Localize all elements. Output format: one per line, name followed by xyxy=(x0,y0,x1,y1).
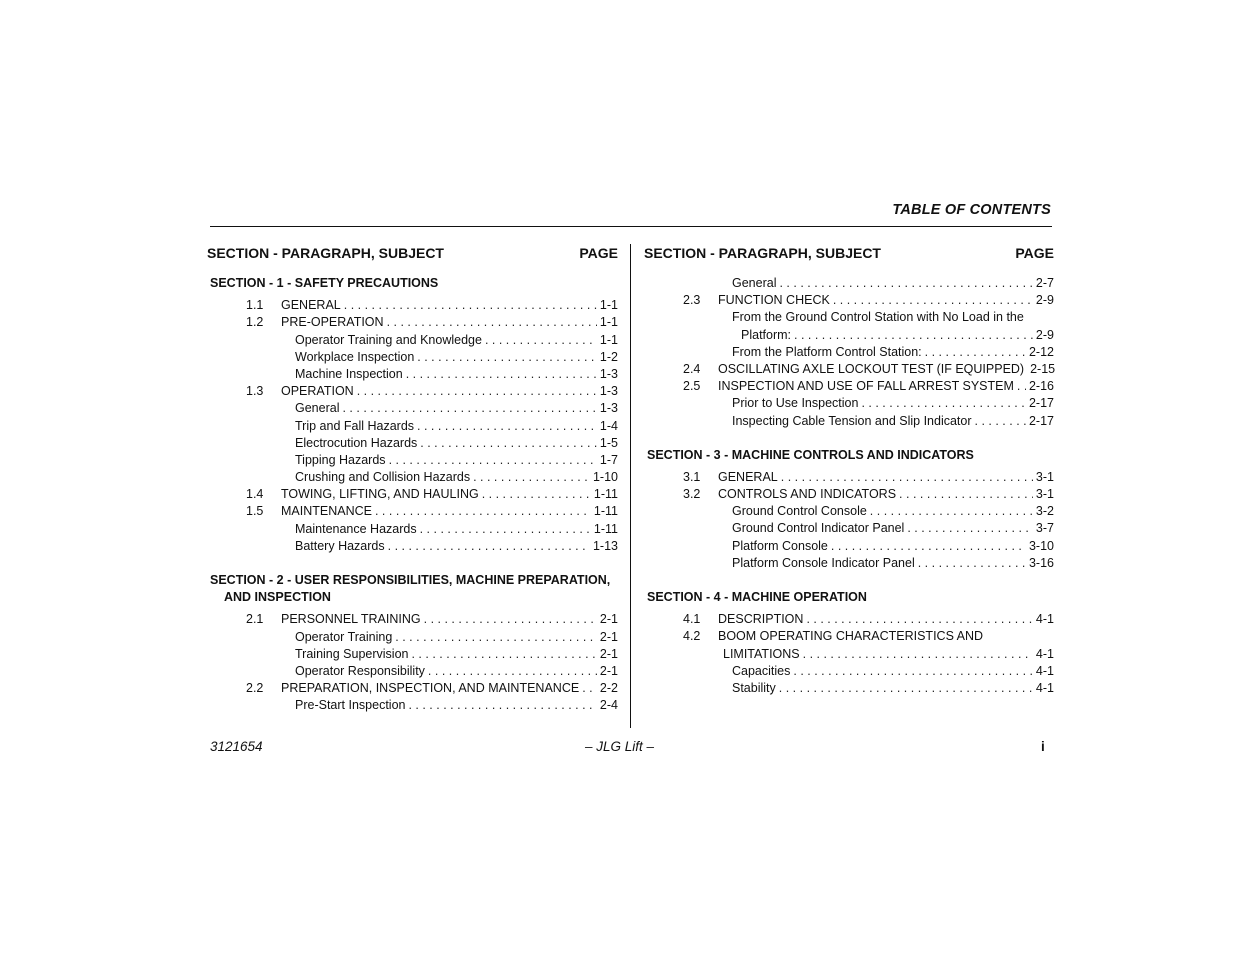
column-heading xyxy=(207,243,618,263)
toc-entry[interactable]: Pre-Start Inspection . . . 2-4 xyxy=(207,697,618,714)
toc-entry[interactable]: General . . . 2-7 xyxy=(644,275,1054,292)
footer-page-number: i xyxy=(1041,739,1045,754)
toc-entry[interactable]: Training Supervision . . . 2-1 xyxy=(207,646,618,663)
page-title: TABLE OF CONTENTS xyxy=(892,202,1051,218)
toc-entry[interactable]: 1.1 GENERAL . . . 1-1 xyxy=(207,297,618,314)
toc-entry[interactable]: 4.1 DESCRIPTION . . . 4-1 xyxy=(644,611,1054,628)
toc-entry[interactable]: 1.4 TOWING, LIFTING, AND HAULING . . . 1-11 xyxy=(207,486,618,503)
toc-entry[interactable]: Prior to Use Inspection . . . 2-17 xyxy=(644,395,1054,412)
section-heading-3: SECTION - 3 - MACHINE CONTROLS AND INDICATORS xyxy=(647,447,974,462)
column-heading xyxy=(644,243,1054,263)
toc-right-column xyxy=(644,243,1054,697)
footer-doc-number: 3121654 xyxy=(210,739,263,754)
toc-entry[interactable]: Operator Training and Knowledge . . . 1-1 xyxy=(207,332,618,349)
toc-entry[interactable]: Ground Control Indicator Panel . . . 3-7 xyxy=(644,520,1054,537)
toc-entry[interactable]: 4.2 BOOM OPERATING CHARACTERISTICS AND xyxy=(683,629,984,644)
toc-entry[interactable]: 2.2 PREPARATION, INSPECTION, AND MAINTENANCE . . . 2-2 xyxy=(207,680,618,697)
toc-entry[interactable]: Platform: . . . 2-9 xyxy=(644,327,1054,344)
toc-entry[interactable]: Capacities . . . 4-1 xyxy=(644,663,1054,680)
toc-entry[interactable]: Maintenance Hazards . . . 1-11 xyxy=(207,521,618,538)
heading-subject: SECTION - PARAGRAPH, SUBJECT xyxy=(207,245,444,261)
toc-entry[interactable]: Platform Console . . . 3-10 xyxy=(644,538,1054,555)
toc-entry[interactable]: Operator Responsibility . . . 2-1 xyxy=(207,663,618,680)
toc-entry[interactable]: Crushing and Collision Hazards . . . 1-10 xyxy=(207,469,618,486)
toc-entry[interactable]: 2.3 FUNCTION CHECK . . . 2-9 xyxy=(644,292,1054,309)
toc-entry[interactable]: 1.5 MAINTENANCE . . . 1-11 xyxy=(207,503,618,520)
toc-entry[interactable]: Inspecting Cable Tension and Slip Indicator . . . 2-17 xyxy=(644,413,1054,430)
heading-page: PAGE xyxy=(1015,245,1054,261)
toc-entry[interactable]: Operator Training . . . 2-1 xyxy=(207,629,618,646)
toc-entry[interactable]: Ground Control Console . . . 3-2 xyxy=(644,503,1054,520)
toc-entry[interactable]: LIMITATIONS . . . 4-1 xyxy=(644,646,1054,663)
toc-entry[interactable]: 1.2 PRE-OPERATION . . . 1-1 xyxy=(207,314,618,331)
toc-entry[interactable]: 2.1 PERSONNEL TRAINING . . . 2-1 xyxy=(207,611,618,628)
section-heading-2-continued: AND INSPECTION xyxy=(224,590,331,605)
toc-entry[interactable]: From the Platform Control Station: . . . 2-12 xyxy=(644,344,1054,361)
section-heading-4: SECTION - 4 - MACHINE OPERATION xyxy=(647,590,867,604)
toc-entry[interactable]: 2.5 INSPECTION AND USE OF FALL ARREST SYSTEM . . . 2-16 xyxy=(644,378,1054,395)
heading-page: PAGE xyxy=(579,245,618,261)
toc-entry[interactable]: Tipping Hazards . . . 1-7 xyxy=(207,452,618,469)
toc-entry[interactable]: From the Ground Control Station with No Load in the xyxy=(732,310,1024,325)
toc-entry[interactable]: General . . . 1-3 xyxy=(207,400,618,417)
toc-entry[interactable]: Machine Inspection . . . 1-3 xyxy=(207,366,618,383)
toc-entry[interactable]: Battery Hazards . . . 1-13 xyxy=(207,538,618,555)
column-divider xyxy=(630,244,631,728)
toc-entry[interactable]: Trip and Fall Hazards . . . 1-4 xyxy=(207,418,618,435)
toc-entry[interactable]: Electrocution Hazards . . . 1-5 xyxy=(207,435,618,452)
footer-title: – JLG Lift – xyxy=(585,739,655,754)
toc-left-column xyxy=(207,243,618,715)
toc-entry[interactable]: 3.1 GENERAL . . . 3-1 xyxy=(644,469,1054,486)
toc-entry[interactable]: 1.3 OPERATION . . . 1-3 xyxy=(207,383,618,400)
toc-entry[interactable]: 3.2 CONTROLS AND INDICATORS . . . 3-1 xyxy=(644,486,1054,503)
toc-entry[interactable]: 2.4 OSCILLATING AXLE LOCKOUT TEST (IF EQUIPPED) 2-15 xyxy=(683,361,1056,376)
header-rule xyxy=(210,226,1052,227)
toc-entry[interactable]: Stability . . . 4-1 xyxy=(644,680,1054,697)
section-heading-1: SECTION - 1 - SAFETY PRECAUTIONS xyxy=(210,276,439,290)
heading-subject: SECTION - PARAGRAPH, SUBJECT xyxy=(644,245,881,261)
section-heading-2: SECTION - 2 - USER RESPONSIBILITIES, MACHINE PREPARATION, xyxy=(210,573,611,587)
toc-entry[interactable]: Workplace Inspection . . . 1-2 xyxy=(207,349,618,366)
toc-entry[interactable]: Platform Console Indicator Panel . . . 3-16 xyxy=(644,555,1054,572)
